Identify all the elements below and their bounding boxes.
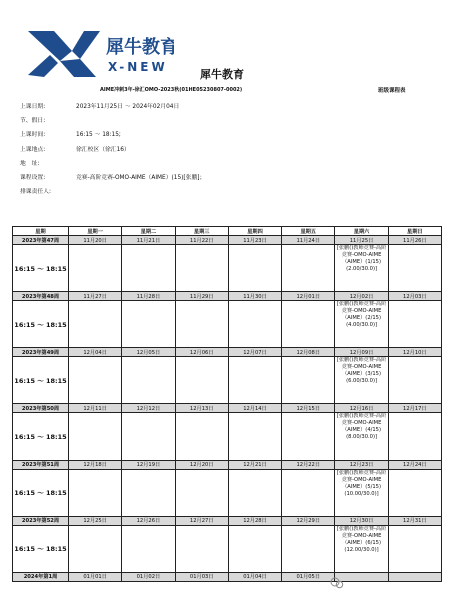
column-header: 星期一	[69, 227, 122, 236]
empty-slot-cell	[282, 245, 335, 292]
column-header: 星期五	[282, 227, 335, 236]
date-cell: 01月02日	[122, 572, 175, 581]
date-cell: 01月05日	[282, 572, 335, 581]
info-value: 2023年11月25日 ～ 2024年02月04日	[76, 104, 180, 110]
class-session-cell[interactable]: [张鹏()教师竞赛-高阶竞赛-OMO-AIME（AIME）(1/15)(2.00/30.0)]	[335, 245, 388, 292]
date-cell: 11月29日	[175, 292, 228, 301]
date-cell: 12月14日	[228, 404, 281, 413]
course-info	[20, 100, 440, 199]
course-title: AIME冲刺3年-徐汇OMO-2023秋(01HE05230807-0002)	[100, 87, 243, 93]
week-date-row	[13, 292, 442, 301]
empty-slot-cell	[282, 413, 335, 460]
empty-slot-cell	[122, 413, 175, 460]
date-cell: 11月23日	[228, 236, 281, 245]
week-label: 2024年第1周	[13, 572, 69, 581]
info-value	[72, 185, 76, 199]
date-cell: 01月01日	[69, 572, 122, 581]
class-session-cell[interactable]: [张鹏()教师竞赛-高阶竞赛-OMO-AIME（AIME）(3/15)(6.00/30.0)]	[335, 357, 388, 404]
date-cell: 12月12日	[122, 404, 175, 413]
class-session-cell[interactable]: [张鹏()教师竞赛-高阶竞赛-OMO-AIME（AIME）(6/15)(12.00/30.0)]	[335, 525, 388, 572]
time-slot-label: 16:15 ～ 18:15	[13, 357, 69, 404]
info-label: 节、假日:	[20, 118, 46, 125]
date-cell: 12月31日	[388, 516, 441, 525]
logo-cn-text: 犀牛教育	[106, 37, 174, 58]
time-slot-row	[13, 245, 442, 292]
info-value	[72, 114, 76, 128]
date-cell: 12月15日	[282, 404, 335, 413]
empty-slot-cell	[228, 469, 281, 516]
date-cell: 12月21日	[228, 460, 281, 469]
time-slot-label: 16:15 ～ 18:15	[13, 469, 69, 516]
info-value	[72, 157, 76, 171]
info-value: 竞赛-高阶竞赛-OMO-AIME（AIME）(15)[张鹏]；	[76, 175, 206, 182]
empty-slot-cell	[282, 525, 335, 572]
date-cell: 11月20日	[69, 236, 122, 245]
empty-slot-cell	[122, 357, 175, 404]
info-row	[20, 100, 440, 114]
column-header: 星期日	[388, 227, 441, 236]
empty-slot-cell	[282, 469, 335, 516]
info-row	[20, 143, 440, 157]
info-label: 排课责任人:	[20, 189, 51, 196]
time-slot-label: 16:15 ～ 18:15	[13, 413, 69, 460]
empty-slot-cell	[388, 413, 441, 460]
date-cell: 12月24日	[388, 460, 441, 469]
time-slot-row	[13, 301, 442, 348]
empty-slot-cell	[228, 413, 281, 460]
date-cell: 12月11日	[69, 404, 122, 413]
week-date-row	[13, 404, 442, 413]
empty-slot-cell	[69, 301, 122, 348]
date-cell: 12月09日	[335, 348, 388, 357]
date-cell: 12月06日	[175, 348, 228, 357]
date-cell: 12月22日	[282, 460, 335, 469]
week-label: 2023年第49周	[13, 348, 69, 357]
logo	[24, 25, 174, 83]
week-label: 2023年第51周	[13, 460, 69, 469]
empty-slot-cell	[69, 469, 122, 516]
empty-slot-cell	[122, 245, 175, 292]
week-date-row	[13, 348, 442, 357]
date-cell: 12月08日	[282, 348, 335, 357]
empty-slot-cell	[175, 525, 228, 572]
column-header: 星期六	[335, 227, 388, 236]
empty-slot-cell	[388, 525, 441, 572]
empty-slot-cell	[282, 357, 335, 404]
date-cell: 12月05日	[122, 348, 175, 357]
empty-slot-cell	[69, 413, 122, 460]
date-cell: 01月03日	[175, 572, 228, 581]
week-date-row	[13, 236, 442, 245]
info-label: 上课日期:	[20, 104, 46, 110]
date-cell: 12月23日	[335, 460, 388, 469]
time-slot-label: 16:15 ～ 18:15	[13, 525, 69, 572]
info-value: 徐汇校区（徐汇16）	[76, 146, 130, 153]
date-cell: 12月26日	[122, 516, 175, 525]
info-label: 地 址:	[20, 160, 40, 167]
empty-slot-cell	[388, 357, 441, 404]
class-session-cell[interactable]: [张鹏()教师竞赛-高阶竞赛-OMO-AIME（AIME）(4/15)(8.00/30.0)]	[335, 413, 388, 460]
column-header: 星期四	[228, 227, 281, 236]
column-header: 星期	[13, 227, 69, 236]
date-cell: 12月02日	[335, 292, 388, 301]
info-row	[20, 114, 440, 128]
info-row	[20, 157, 440, 171]
week-date-row	[13, 460, 442, 469]
empty-slot-cell	[282, 301, 335, 348]
empty-slot-cell	[175, 413, 228, 460]
date-cell: 12月25日	[69, 516, 122, 525]
date-cell: 11月30日	[228, 292, 281, 301]
date-cell: 01月04日	[228, 572, 281, 581]
week-label: 2023年第47周	[13, 236, 69, 245]
empty-slot-cell	[228, 357, 281, 404]
class-session-cell[interactable]: [张鹏()教师竞赛-高阶竞赛-OMO-AIME（AIME）(5/15)(10.00/30.0)]	[335, 469, 388, 516]
info-value: 16:15 ～ 18:15;	[76, 132, 121, 139]
empty-slot-cell	[175, 245, 228, 292]
date-cell: 11月26日	[388, 236, 441, 245]
date-cell: 12月10日	[388, 348, 441, 357]
empty-slot-cell	[175, 357, 228, 404]
info-row	[20, 171, 440, 185]
empty-slot-cell	[228, 301, 281, 348]
date-cell: 11月24日	[282, 236, 335, 245]
date-cell: 12月17日	[388, 404, 441, 413]
empty-slot-cell	[69, 357, 122, 404]
time-slot-row	[13, 525, 442, 572]
date-cell: 11月28日	[122, 292, 175, 301]
class-session-cell[interactable]: [张鹏()教师竞赛-高阶竞赛-OMO-AIME（AIME）(2/15)(4.00/30.0)]	[335, 301, 388, 348]
column-header: 星期二	[122, 227, 175, 236]
empty-slot-cell	[69, 525, 122, 572]
empty-slot-cell	[388, 301, 441, 348]
week-date-row	[13, 572, 442, 581]
logo-mark	[24, 25, 174, 83]
date-cell: 12月16日	[335, 404, 388, 413]
info-label: 上课时间:	[20, 132, 46, 139]
logo-en-text: X-NEW	[108, 60, 168, 74]
time-slot-label: 16:15 ～ 18:15	[13, 245, 69, 292]
wechat-watermark-icon	[330, 576, 344, 590]
column-header: 星期三	[175, 227, 228, 236]
time-slot-label: 16:15 ～ 18:15	[13, 301, 69, 348]
empty-slot-cell	[228, 525, 281, 572]
date-cell: 12月20日	[175, 460, 228, 469]
date-cell: 12月04日	[69, 348, 122, 357]
date-cell: 12月07日	[228, 348, 281, 357]
info-label: 课程设置:	[20, 175, 46, 182]
week-label: 2023年第52周	[13, 516, 69, 525]
empty-slot-cell	[175, 469, 228, 516]
date-cell: 12月13日	[175, 404, 228, 413]
date-cell: 12月30日	[335, 516, 388, 525]
date-cell: 12月19日	[122, 460, 175, 469]
info-row	[20, 185, 440, 199]
date-cell: 11月27日	[69, 292, 122, 301]
schedule-title: 班级课程表	[378, 88, 406, 94]
empty-slot-cell	[122, 525, 175, 572]
empty-slot-cell	[388, 469, 441, 516]
empty-slot-cell	[122, 469, 175, 516]
schedule-table	[12, 226, 442, 582]
time-slot-row	[13, 469, 442, 516]
empty-slot-cell	[388, 245, 441, 292]
empty-slot-cell	[122, 301, 175, 348]
date-cell: 12月01日	[282, 292, 335, 301]
info-label: 上课地点:	[20, 146, 46, 153]
time-slot-row	[13, 413, 442, 460]
date-cell: 12月18日	[69, 460, 122, 469]
date-cell: 12月03日	[388, 292, 441, 301]
brand-name: 犀牛教育	[200, 68, 244, 81]
date-cell: 12月27日	[175, 516, 228, 525]
date-cell: 11月25日	[335, 236, 388, 245]
date-cell: 12月28日	[228, 516, 281, 525]
date-cell: 11月22日	[175, 236, 228, 245]
table-header-row	[13, 227, 442, 236]
week-date-row	[13, 516, 442, 525]
empty-slot-cell	[175, 301, 228, 348]
date-cell: 12月29日	[282, 516, 335, 525]
week-label: 2023年第50周	[13, 404, 69, 413]
date-cell	[388, 572, 441, 581]
empty-slot-cell	[228, 245, 281, 292]
date-cell: 11月21日	[122, 236, 175, 245]
empty-slot-cell	[69, 245, 122, 292]
week-label: 2023年第48周	[13, 292, 69, 301]
info-row	[20, 128, 440, 142]
time-slot-row	[13, 357, 442, 404]
